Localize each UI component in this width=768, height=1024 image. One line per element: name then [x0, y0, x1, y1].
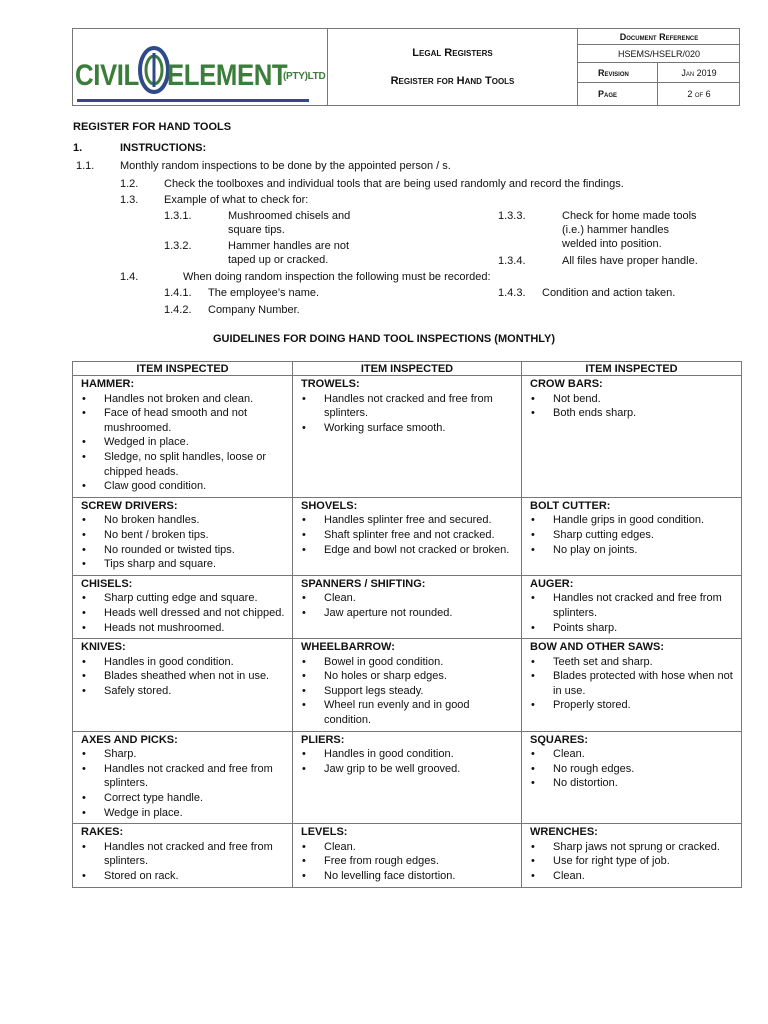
page-label: Page: [578, 83, 658, 105]
tool-category-title: CROW BARS:: [530, 378, 603, 390]
check-item: • Wheel run evenly and in good condition.: [301, 698, 517, 727]
table-cell: [293, 824, 522, 887]
check-item: • No levelling face distortion.: [301, 869, 517, 884]
page-row: [578, 83, 740, 105]
check-item: • Properly stored.: [530, 698, 737, 713]
check-item: • No broken handles.: [81, 513, 288, 528]
table-cell: [73, 639, 293, 732]
item-1-4-3-text: Condition and action taken.: [542, 287, 676, 299]
tool-category-title: SCREW DRIVERS:: [81, 499, 178, 512]
tool-category-title: CHISELS:: [81, 577, 133, 590]
tool-category-title: KNIVES:: [81, 641, 126, 654]
check-item: • Blades sheathed when not in use.: [81, 669, 288, 684]
table-cell: [73, 731, 293, 824]
check-item: • Correct type handle.: [81, 791, 288, 806]
logo-suffix: (PTY)LTD: [283, 71, 326, 82]
table-row: [73, 824, 742, 887]
table-row: [73, 497, 742, 575]
check-item: • Blades protected with hose when not in use.: [530, 669, 737, 698]
check-item: • Heads well dressed and not chipped.: [81, 606, 288, 621]
item-1-3-2-number: 1.3.2.: [164, 240, 192, 252]
check-item: • Sharp jaws not sprung or cracked.: [530, 840, 737, 855]
check-item: • Handles in good condition.: [81, 655, 288, 670]
check-item: • Stored on rack.: [81, 869, 288, 884]
revision-label: Revision: [578, 63, 658, 82]
document-title-cell: [328, 29, 578, 105]
check-item: • Handles not cracked and free from splinters.: [81, 762, 288, 791]
table-cell: [293, 376, 522, 498]
check-list: [81, 591, 288, 635]
check-list: [530, 392, 737, 421]
section-1-title: INSTRUCTIONS:: [120, 142, 207, 154]
item-1-4-1-text: The employee’s name.: [208, 287, 320, 299]
tool-category-title: AUGER:: [530, 577, 574, 590]
check-item: • Clean.: [530, 747, 737, 762]
item-1-3-1-number: 1.3.1.: [164, 210, 192, 222]
check-list: [301, 513, 517, 557]
revision-row: [578, 63, 740, 83]
item-1-3-3-number: 1.3.3.: [498, 210, 526, 222]
check-item: • Not bend.: [530, 392, 737, 407]
check-list: [301, 591, 517, 620]
doc-ref-value: HSEMS/HSELR/020: [578, 45, 740, 63]
table-cell: [73, 376, 293, 498]
item-1-3-4-number: 1.3.4.: [498, 255, 526, 267]
doc-ref-label: Document Reference: [578, 29, 740, 45]
item-1-1-number: 1.1.: [76, 160, 95, 172]
table-header-row: [73, 362, 742, 376]
check-item: • Bowel in good condition.: [301, 655, 517, 670]
tool-category-title: TROWELS:: [301, 378, 360, 390]
logo-cell: [73, 29, 328, 105]
check-list: [530, 655, 737, 713]
check-item: • Wedged in place.: [81, 435, 288, 450]
tool-category-title: PLIERS:: [301, 733, 345, 746]
item-1-4-1-number: 1.4.1.: [164, 287, 192, 299]
guidelines-heading: GUIDELINES FOR DOING HAND TOOL INSPECTIONS (MONTHLY): [212, 333, 556, 345]
item-1-3-number: 1.3.: [120, 194, 139, 206]
table-row: [73, 639, 742, 732]
column-header: ITEM INSPECTED: [293, 362, 522, 376]
check-item: • Clean.: [530, 869, 737, 884]
tool-category-title: SQUARES:: [530, 733, 589, 746]
item-1-3-1-line2: square tips.: [228, 224, 285, 236]
item-1-3-2-line2: taped up or cracked.: [228, 254, 329, 266]
check-item: • Support legs steady.: [301, 684, 517, 699]
tool-category-title: BOLT CUTTER:: [530, 499, 611, 512]
inspection-table: [72, 361, 742, 888]
check-item: • Wedge in place.: [81, 806, 288, 821]
table-cell: [293, 575, 522, 638]
check-item: • Face of head smooth and not mushroomed.: [81, 406, 288, 435]
check-item: • No rounded or twisted tips.: [81, 543, 288, 558]
check-item: • Heads not mushroomed.: [81, 621, 288, 636]
check-list: [301, 655, 517, 728]
tool-category-title: HAMMER:: [81, 378, 135, 390]
check-item: • Handles in good condition.: [301, 747, 517, 762]
check-list: [81, 747, 288, 820]
check-item: • No holes or sharp edges.: [301, 669, 517, 684]
check-list: [81, 392, 288, 494]
check-item: • Clean.: [301, 591, 517, 606]
item-1-4-number: 1.4.: [120, 271, 139, 283]
item-1-4-2-number: 1.4.2.: [164, 304, 192, 316]
logo-word-civil: CIVIL: [75, 59, 139, 92]
tool-category-title: BOW AND OTHER SAWS:: [530, 641, 665, 654]
tool-category-title: RAKES:: [81, 826, 124, 839]
check-list: [301, 747, 517, 776]
check-list: [81, 513, 288, 571]
logo-word-element: ELEMENT: [167, 59, 288, 92]
item-1-3-3-line2: (i.e.) hammer handles: [562, 224, 669, 236]
column-header: ITEM INSPECTED: [73, 362, 293, 376]
check-item: • Handle grips in good condition.: [530, 513, 737, 528]
check-item: • No play on joints.: [530, 543, 737, 558]
check-item: • Jaw aperture not rounded.: [301, 606, 517, 621]
check-item: • Safely stored.: [81, 684, 288, 699]
check-item: • Sharp cutting edge and square.: [81, 591, 288, 606]
item-1-4-text: When doing random inspection the following must be recorded:: [183, 271, 491, 283]
tool-category-title: SPANNERS / SHIFTING:: [301, 577, 426, 590]
check-list: [301, 840, 517, 884]
check-list: [530, 840, 737, 884]
item-1-3-2-line1: Hammer handles are not: [228, 240, 350, 252]
check-list: [530, 591, 737, 635]
document-title: Register for Hand Tools: [390, 75, 515, 87]
tool-category-title: AXES AND PICKS:: [81, 733, 178, 746]
column-header: ITEM INSPECTED: [522, 362, 742, 376]
page-number: 2 of 6: [687, 89, 711, 99]
check-item: • Handles not cracked and free from splinters.: [301, 392, 517, 421]
check-list: [530, 513, 737, 557]
check-item: • Handles not broken and clean.: [81, 392, 288, 407]
table-cell: [522, 575, 742, 638]
document-header: [72, 28, 740, 106]
table-row: [73, 376, 742, 498]
check-item: • Teeth set and sharp.: [530, 655, 737, 670]
check-item: • Points sharp.: [530, 621, 737, 636]
tool-category-title: LEVELS:: [301, 826, 348, 839]
table-cell: [293, 731, 522, 824]
page-heading: REGISTER FOR HAND TOOLS: [73, 121, 232, 133]
table-cell: [293, 497, 522, 575]
table-cell: [522, 497, 742, 575]
check-item: • Use for right type of job.: [530, 854, 737, 869]
table-cell: [522, 376, 742, 498]
company-logo: [75, 57, 326, 97]
item-1-4-3-number: 1.4.3.: [498, 287, 526, 299]
check-item: • Edge and bowl not cracked or broken.: [301, 543, 517, 558]
table-cell: [73, 575, 293, 638]
table-cell: [73, 824, 293, 887]
item-1-4-2-text: Company Number.: [208, 304, 300, 316]
check-item: • Both ends sharp.: [530, 406, 737, 421]
table-cell: [522, 639, 742, 732]
table-row: [73, 731, 742, 824]
item-1-1-text: Monthly random inspections to be done by the appointed person / s.: [120, 160, 451, 172]
document-category: Legal Registers: [412, 47, 493, 59]
table-cell: [522, 731, 742, 824]
table-cell: [522, 824, 742, 887]
logo-mark-icon: [137, 43, 171, 97]
check-item: • Handles splinter free and secured.: [301, 513, 517, 528]
check-item: • Claw good condition.: [81, 479, 288, 494]
section-1-number: 1.: [73, 142, 83, 154]
item-1-3-1-line1: Mushroomed chisels and: [228, 210, 351, 222]
check-item: • Sharp cutting edges.: [530, 528, 737, 543]
logo-underline: [77, 99, 309, 102]
check-list: [81, 655, 288, 699]
document-reference-block: [578, 29, 740, 105]
tool-category-title: WRENCHES:: [530, 826, 598, 839]
item-1-3-3-line1: Check for home made tools: [562, 210, 697, 222]
item-1-3-4-text: All files have proper handle.: [562, 255, 698, 267]
check-item: • No rough edges.: [530, 762, 737, 777]
inspection-table-body: [73, 376, 742, 888]
check-item: • Tips sharp and square.: [81, 557, 288, 572]
revision-value: Jan 2019: [681, 67, 717, 78]
check-item: • Clean.: [301, 840, 517, 855]
check-item: • No distortion.: [530, 776, 737, 791]
check-item: • Free from rough edges.: [301, 854, 517, 869]
item-1-2-number: 1.2.: [120, 178, 139, 190]
check-item: • Working surface smooth.: [301, 421, 517, 436]
check-item: • Sharp.: [81, 747, 288, 762]
check-item: • Sledge, no split handles, loose or chipped heads.: [81, 450, 288, 479]
table-cell: [293, 639, 522, 732]
check-item: • No bent / broken tips.: [81, 528, 288, 543]
table-cell: [73, 497, 293, 575]
check-list: [81, 840, 288, 884]
check-item: • Handles not cracked and free from splinters.: [530, 591, 737, 620]
item-1-3-3-line3: welded into position.: [562, 238, 662, 250]
check-item: • Shaft splinter free and not cracked.: [301, 528, 517, 543]
table-row: [73, 575, 742, 638]
check-list: [530, 747, 737, 791]
tool-category-title: SHOVELS:: [301, 499, 358, 512]
check-item: • Jaw grip to be well grooved.: [301, 762, 517, 777]
item-1-3-text: Example of what to check for:: [164, 194, 309, 206]
item-1-2-text: Check the toolboxes and individual tools that are being used randomly and record the findings.: [164, 178, 624, 190]
check-list: [301, 392, 517, 436]
check-item: • Handles not cracked and free from splinters.: [81, 840, 288, 869]
tool-category-title: WHEELBARROW:: [301, 641, 395, 654]
